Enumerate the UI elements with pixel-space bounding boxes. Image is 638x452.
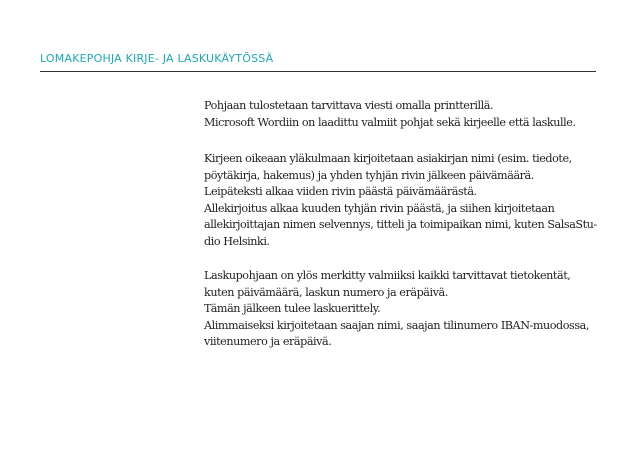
paragraph-line: Microsoft Wordiin on laadittu valmiit pohjat sekä kirjeelle että laskulle. xyxy=(204,115,576,129)
paragraph-line: Pohjaan tulostetaan tarvittava viesti omalla printterillä. xyxy=(204,99,494,112)
paragraph-line: Alimmaiseksi kirjoitetaan saajan nimi, saajan tilinumero IBAN-muodossa, xyxy=(204,318,589,332)
paragraph-line: Tämän jälkeen tulee laskuerittely. xyxy=(204,302,381,315)
section-title: LOMAKEPOHJA KIRJE- JA LASKUKÄYTÖSSÄ xyxy=(40,52,274,65)
paragraph-line: Laskupohjaan on ylös merkitty valmiiksi kaikki tarvittavat tietokentät, xyxy=(204,269,571,282)
paragraph-line: viitenumero ja eräpäivä. xyxy=(204,335,332,348)
paragraph-line: dio Helsinki. xyxy=(204,234,270,248)
paragraph-letter xyxy=(204,151,604,250)
paragraph-line: Allekirjoitus alkaa kuuden tyhjän rivin päästä, ja siihen kirjoitetaan xyxy=(204,201,555,215)
paragraph-invoice xyxy=(204,268,604,351)
paragraph-line: kuten päivämäärä, laskun numero ja eräpäivä. xyxy=(204,285,448,299)
paragraph-line: Leipäteksti alkaa viiden rivin päästä päivämäärästä. xyxy=(204,185,477,198)
paragraph-line: pöytäkirja, hakemus) ja yhden tyhjän rivin jälkeen päivämäärä. xyxy=(204,168,534,182)
paragraph-intro xyxy=(204,98,604,131)
title-divider xyxy=(40,71,596,72)
paragraph-line: allekirjoittajan nimen selvennys, titteli ja toimipaikan nimi, kuten SalsaStu- xyxy=(204,218,597,231)
paragraph-line: Kirjeen oikeaan yläkulmaan kirjoitetaan asiakirjan nimi (esim. tiedote, xyxy=(204,152,572,165)
